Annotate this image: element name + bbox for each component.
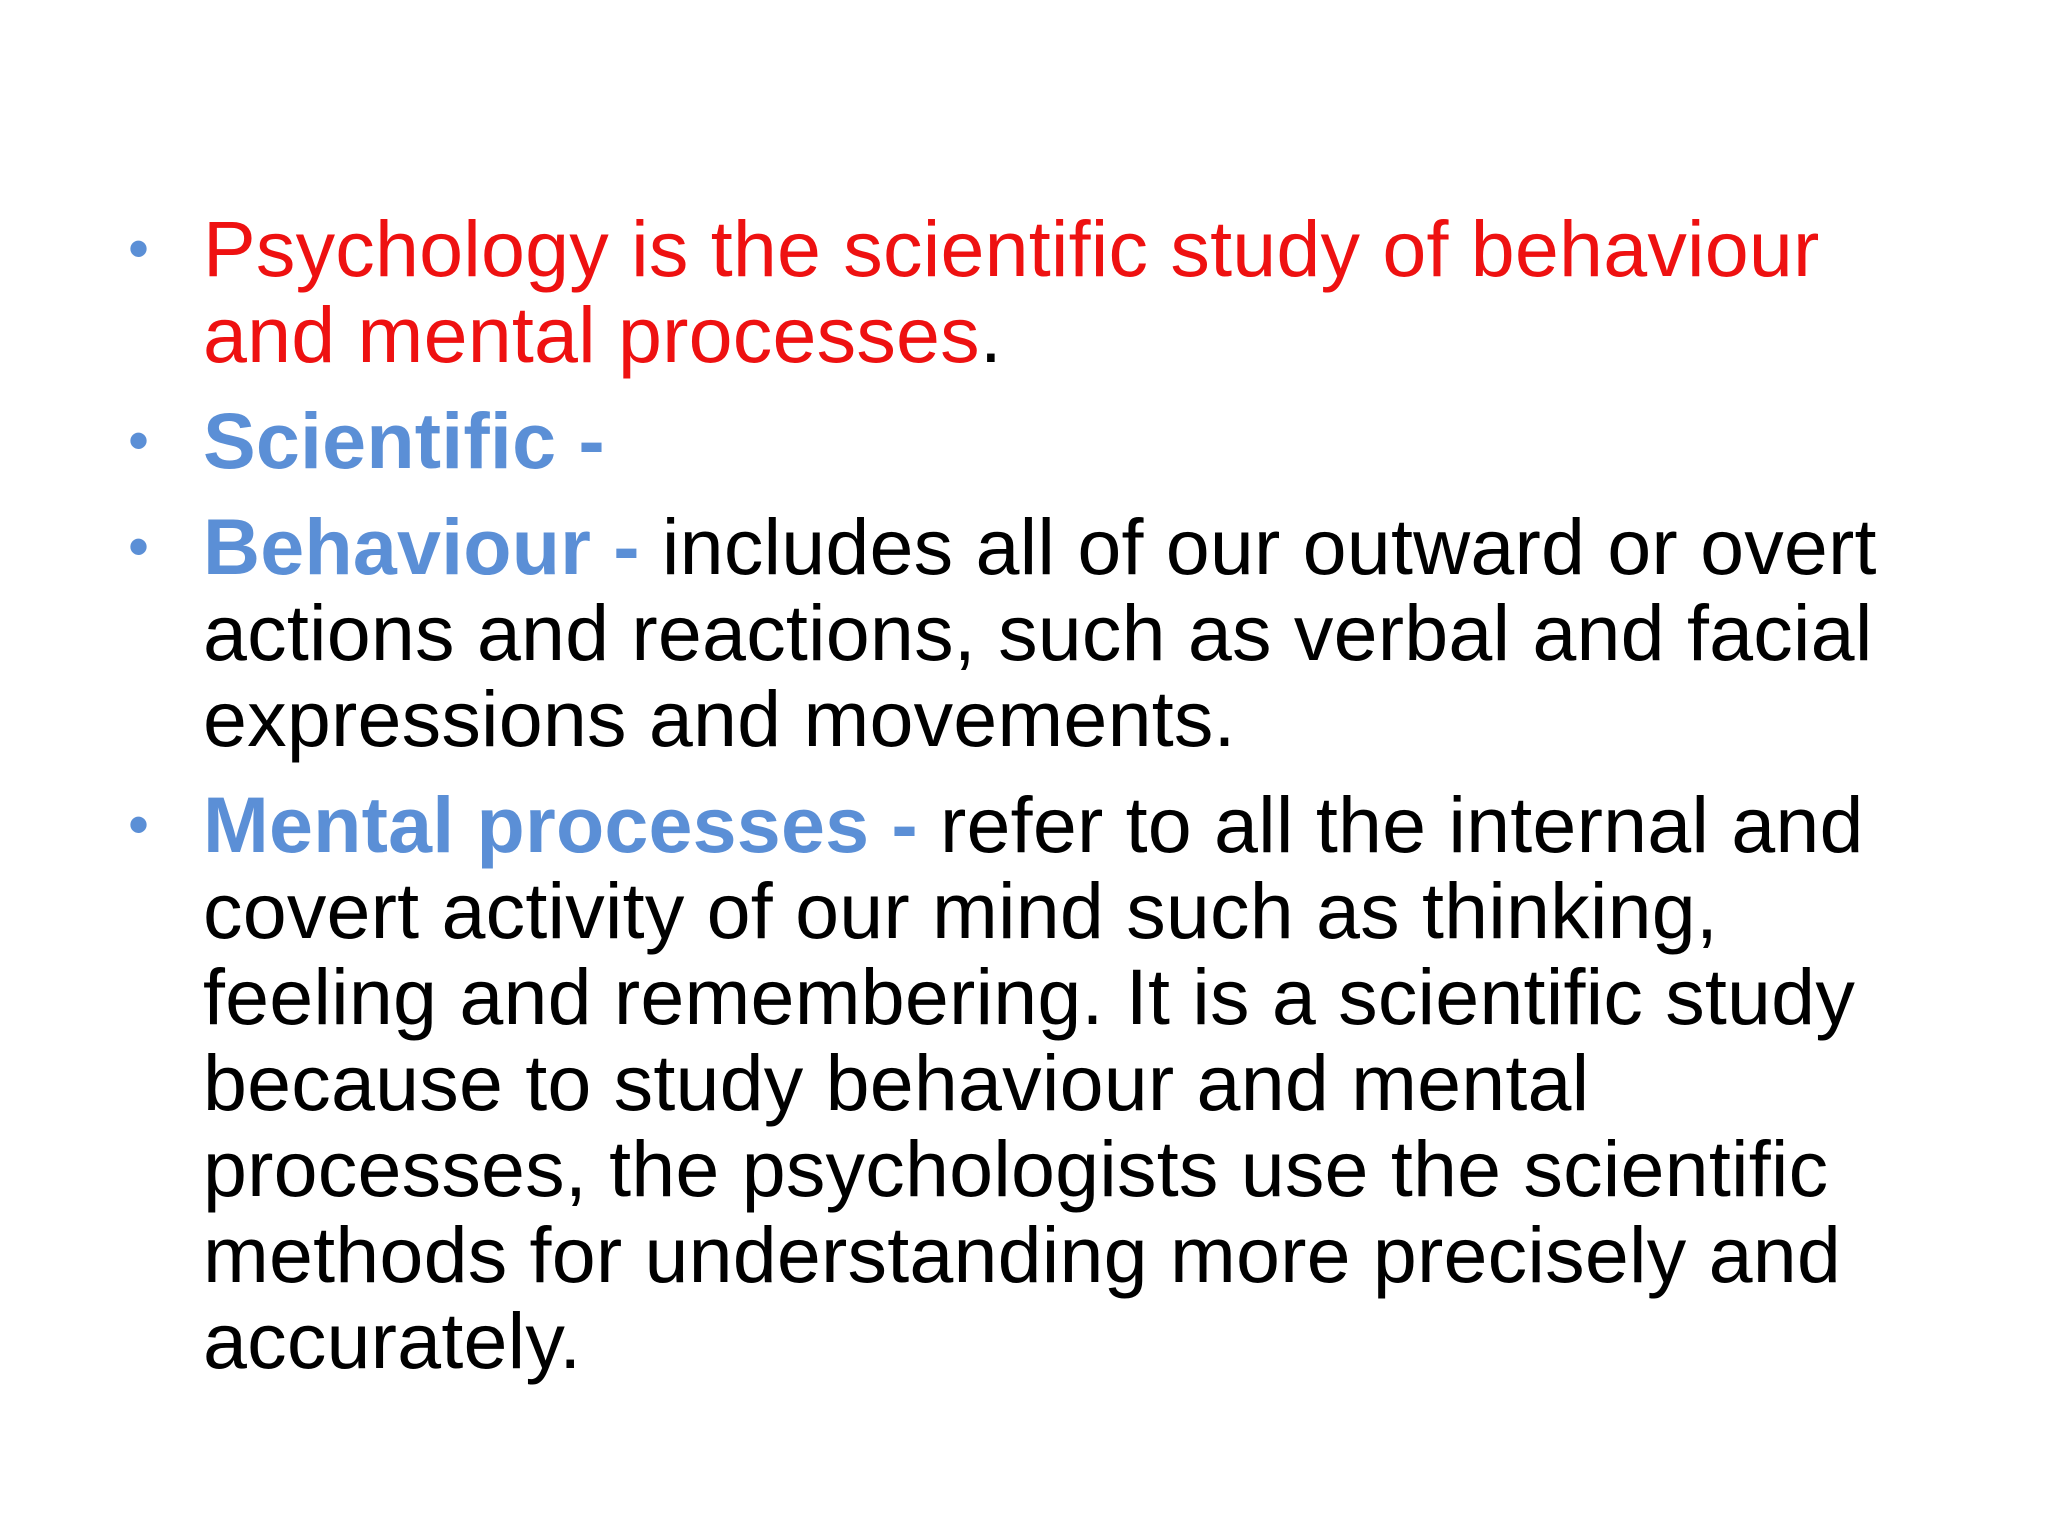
term-mental-processes: Mental processes - — [203, 780, 918, 869]
definition-period: . — [979, 290, 1003, 379]
term-scientific: Scientific - — [203, 396, 605, 485]
bullet-mental-processes — [124, 782, 1944, 1384]
psychology-definition: Psychology is the scientific study of behaviour and mental processes — [203, 204, 1820, 379]
bullet-dot-icon: • — [128, 407, 150, 474]
bullet-behaviour — [124, 504, 1944, 762]
bullet-dot-icon: • — [128, 513, 150, 580]
bullet-definition — [124, 206, 1944, 378]
behaviour-description: includes all of our outward or overt actions and reactions, such as verbal and facial expressions and movements. — [203, 502, 1877, 763]
bullet-list — [124, 206, 1944, 1404]
bullet-scientific — [124, 398, 1944, 484]
bullet-dot-icon: • — [128, 215, 150, 282]
term-behaviour: Behaviour - — [203, 502, 640, 591]
mental-processes-description: refer to all the internal and covert activity of our mind such as thinking, feeling and remembering. It is a scientific study because to study behaviour and mental processes, the psychologists use the scientific methods for understanding more precisely and accurately. — [203, 780, 1864, 1385]
bullet-dot-icon: • — [128, 791, 150, 858]
